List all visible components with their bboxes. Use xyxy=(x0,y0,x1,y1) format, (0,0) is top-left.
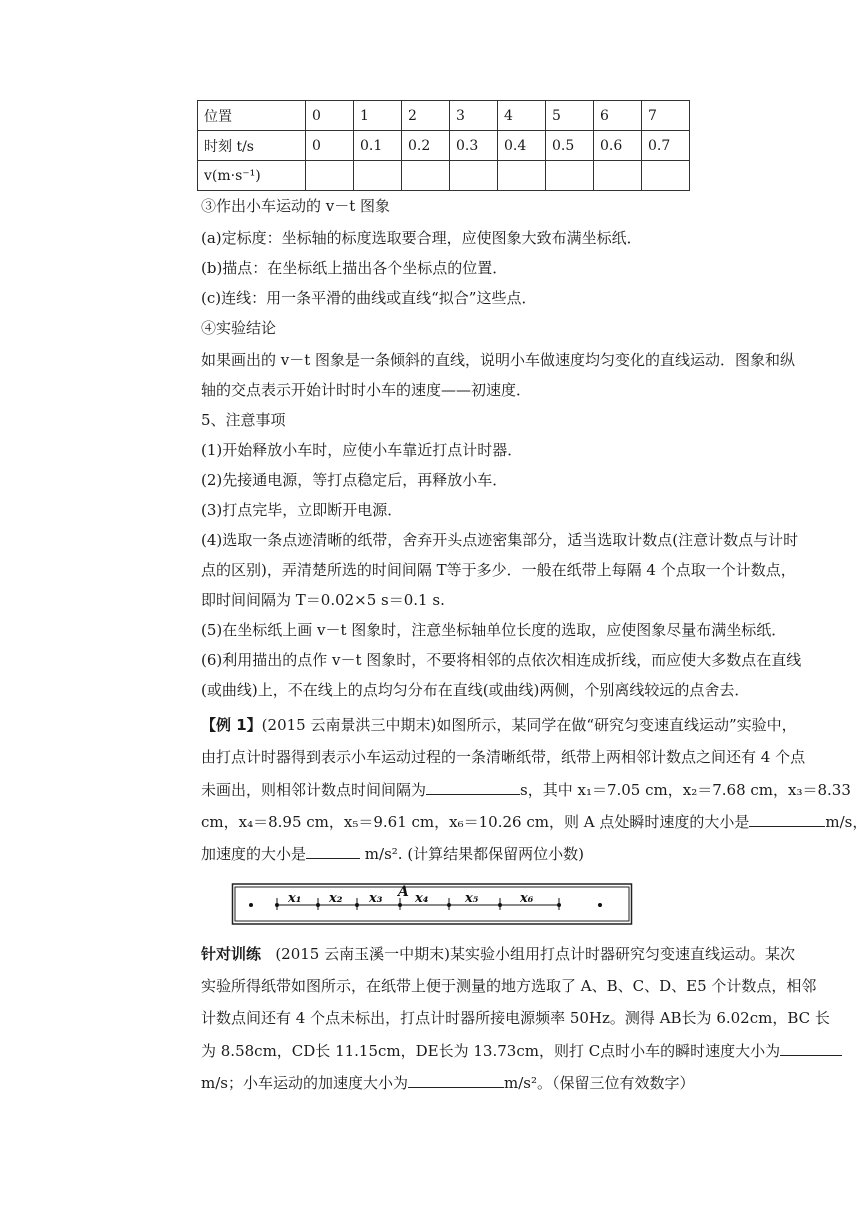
table-cell xyxy=(306,161,354,191)
note-2: (2)先接通电源，等打点稳定后，再释放小车． xyxy=(201,471,508,489)
example-1-line-3 xyxy=(201,779,851,800)
point-a-label: A xyxy=(398,884,409,900)
example-text: 加速度的大小是 xyxy=(201,845,307,863)
example-1-line-1 xyxy=(201,715,797,735)
tape-dot xyxy=(598,903,602,907)
table-cell: 3 xyxy=(450,101,498,131)
note-1: (1)开始释放小车时，应使小车靠近打点计时器． xyxy=(201,441,523,459)
paper-tape-figure xyxy=(232,878,632,930)
example-1-line-4 xyxy=(201,811,867,832)
segment-label: x₃ xyxy=(369,891,383,906)
conclusion-line-2: 轴的交点表示开始计时时小车的速度——初速度． xyxy=(201,381,532,399)
velocity-table xyxy=(197,100,690,191)
table-row xyxy=(198,131,690,161)
segment-label: x₂ xyxy=(329,891,343,906)
answer-blank-c-velocity[interactable] xyxy=(780,1040,842,1056)
step-text: 实验结论 xyxy=(216,319,277,337)
segment-label: x₆ xyxy=(520,891,534,906)
note-4-line-1: (4)选取一条点迹清晰的纸带，舍弃开头点迹密集部分，适当选取计数点(注意计数点与计时 xyxy=(201,531,799,549)
note-4-line-3: 即时间间隔为 T＝0.02×5 s＝0.1 s. xyxy=(201,591,445,609)
table-cell: 0.7 xyxy=(642,131,690,161)
step-4-heading xyxy=(201,318,276,338)
segment-label: x₁ xyxy=(288,891,302,906)
table-cell: 0.5 xyxy=(546,131,594,161)
table-cell: 2 xyxy=(402,101,450,131)
answer-blank-drill-acceleration[interactable] xyxy=(408,1072,504,1088)
step-3b: (b)描点：在坐标纸上描出各个坐标点的位置． xyxy=(201,259,508,277)
table-cell: 1 xyxy=(354,101,402,131)
example-tag: 【例 1】 xyxy=(201,716,262,734)
table-cell: 7 xyxy=(642,101,690,131)
answer-blank-acceleration[interactable] xyxy=(306,843,360,859)
step-marker: ③ xyxy=(201,197,217,215)
table-cell: 4 xyxy=(498,101,546,131)
row-header: v(m·s⁻¹) xyxy=(198,161,306,191)
example-text: cm，x₄＝8.95 cm，x₅＝9.61 cm，x₆＝10.26 cm，则 A 点处瞬时速度的大小是 xyxy=(201,813,750,831)
example-1-line-5 xyxy=(201,843,584,864)
example-text: s，其中 x₁＝7.05 cm，x₂＝7.68 cm，x₃＝8.33 xyxy=(520,781,851,799)
table-cell: 0.4 xyxy=(498,131,546,161)
note-6-line-2: (或曲线)上，不在线上的点均匀分布在直线(或曲线)两侧，个别离线较远的点舍去． xyxy=(201,681,750,699)
table-cell: 0.3 xyxy=(450,131,498,161)
step-3-heading xyxy=(201,196,390,216)
drill-line-4 xyxy=(201,1040,842,1061)
table-row xyxy=(198,101,690,131)
table-cell xyxy=(594,161,642,191)
table-cell xyxy=(450,161,498,191)
drill-line-1 xyxy=(201,944,795,964)
table-row xyxy=(198,161,690,191)
example-text: m/s， xyxy=(825,813,867,831)
example-text: (2015 云南景洪三中期末)如图所示，某同学在做“研究匀变速直线运动”实验中， xyxy=(261,716,797,734)
note-3: (3)打点完毕，立即断开电源． xyxy=(201,501,403,519)
drill-line-2: 实验所得纸带如图所示，在纸带上便于测量的地方选取了 A、B、C、D、E5 个计数点，相邻 xyxy=(201,977,817,995)
step-marker: ④ xyxy=(201,319,217,337)
example-1-line-2: 由打点计时器得到表示小车运动过程的一条清晰纸带，纸带上两相邻计数点之间还有 4 个点 xyxy=(201,748,806,766)
answer-blank-interval[interactable] xyxy=(426,779,520,795)
table-cell: 0 xyxy=(306,131,354,161)
example-text: 未画出，则相邻计数点时间间隔为 xyxy=(201,781,427,799)
segment-label: x₄ xyxy=(415,891,429,906)
conclusion-line-1: 如果画出的 v－t 图象是一条倾斜的直线，说明小车做速度均匀变化的直线运动．图象和纵 xyxy=(201,351,796,369)
note-4-line-2: 点的区别)，弄清楚所选的时间间隔 T等于多少．一般在纸带上每隔 4 个点取一个计数点， xyxy=(201,561,796,579)
table-cell: 0.1 xyxy=(354,131,402,161)
notes-title: 5、注意事项 xyxy=(201,411,286,429)
table-cell: 0.2 xyxy=(402,131,450,161)
step-3a: (a)定标度：坐标轴的标度选取要合理，应使图象大致布满坐标纸． xyxy=(201,229,642,247)
drill-text: m/s；小车运动的加速度大小为 xyxy=(201,1074,408,1092)
table-cell: 0.6 xyxy=(594,131,642,161)
row-header: 时刻 t/s xyxy=(198,131,306,161)
table-cell xyxy=(402,161,450,191)
table-cell xyxy=(546,161,594,191)
table-cell xyxy=(642,161,690,191)
drill-text: 为 8.58cm，CD长 11.15cm，DE长为 13.73cm，则打 C点时小车的瞬时速度大小为 xyxy=(201,1042,781,1060)
step-3c: (c)连线：用一条平滑的曲线或直线“拟合”这些点． xyxy=(201,289,537,307)
drill-text: (2015 云南玉溪一中期末)某实验小组用打点计时器研究匀变速直线运动。某次 xyxy=(275,945,795,963)
tape-dot xyxy=(249,903,253,907)
note-5: (5)在坐标纸上画 v－t 图象时，注意坐标轴单位长度的选取，应使图象尽量布满坐标纸． xyxy=(201,621,787,639)
row-header: 位置 xyxy=(198,101,306,131)
step-text: 作出小车运动的 v－t 图象 xyxy=(216,197,391,215)
answer-blank-velocity[interactable] xyxy=(749,811,825,827)
table-cell: 0 xyxy=(306,101,354,131)
example-text: m/s². (计算结果都保留两位小数) xyxy=(364,845,585,863)
table-cell: 5 xyxy=(546,101,594,131)
drill-line-3: 计数点间还有 4 个点未标出，打点计时器所接电源频率 50Hz。测得 AB长为 6.02cm，BC 长 xyxy=(201,1009,830,1027)
drill-line-5 xyxy=(201,1072,694,1093)
table-cell: 6 xyxy=(594,101,642,131)
drill-tag: 针对训练 xyxy=(201,945,262,963)
table-cell xyxy=(354,161,402,191)
segment-label: x₅ xyxy=(465,891,479,906)
drill-text: m/s²。（保留三位有效数字） xyxy=(503,1074,695,1092)
note-6-line-1: (6)利用描出的点作 v－t 图象时，不要将相邻的点依次相连成折线，而应使大多数点在直线 xyxy=(201,651,802,669)
table-cell xyxy=(498,161,546,191)
